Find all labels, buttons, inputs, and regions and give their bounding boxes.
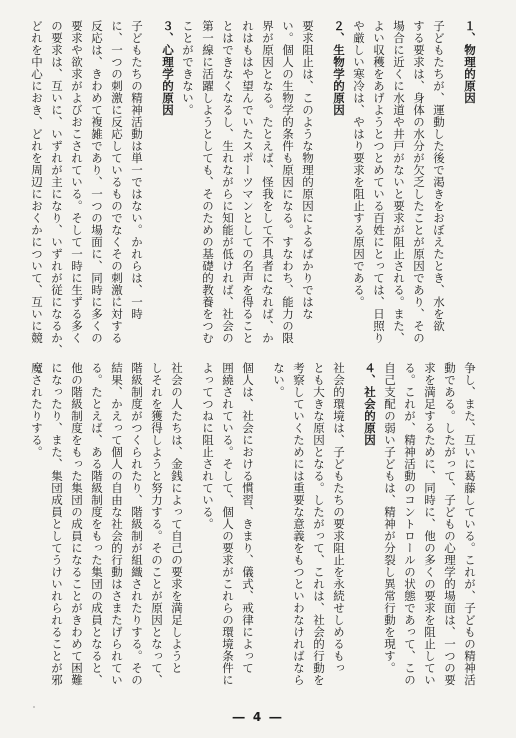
lower-text-block [27, 362, 480, 692]
text-line: 要求阻止は、このような物理的原因によるばかりではな [301, 20, 315, 320]
text-line: 魔されたりする。 [30, 362, 44, 458]
text-line: る。これが、精神活動のコントロールの状態であって、この [403, 362, 417, 686]
text-line: 場合に近くに水道や井戸がないと要求が阻止される。また、 [392, 20, 406, 344]
text-line: に、一つの刺激に反応しているものでなくその刺激に対する [110, 20, 124, 344]
text-line: 求を満足するために、同時に、他の多くの要求を阻止してい [423, 362, 437, 686]
text-line: れはもはや望んでいたスポーツマンとしての名声を得ること [241, 20, 255, 344]
section-heading: １、物理的原因 [463, 20, 477, 104]
text-line: 考察していくためには重要な意義をもつといわなければなら [292, 362, 306, 686]
text-line: い。個人の生物学的条件も原因になる。すなわち、能力の限 [281, 20, 295, 344]
section-heading: ４、社会的原因 [363, 362, 377, 446]
text-line: 囲繞されている。そして、個人の要求がこれらの環境条件に [221, 362, 235, 686]
text-line: 自己支配の弱い子どもは、精神が分裂し異常行動を現す。 [383, 362, 397, 674]
text-line: よい収穫をあげようとつとめている百姓にとっては、日照り [372, 20, 386, 344]
upper-text-block [27, 20, 480, 355]
text-line: 社会の人たちは、金銭によって自己の要求を満足しようと [170, 362, 184, 674]
text-line: 子どもたちが、運動した後で渇きをおぼえたとき、水を欲 [432, 20, 446, 332]
text-line: る。たとえば、ある階級制度をもった集団の成員となると、 [90, 362, 104, 686]
text-line: 争し、また、互いに葛藤している。これが、子どもの精神活 [463, 362, 477, 686]
text-line: や厳しい寒冷は、やはり要求を阻止する原因である。 [352, 20, 366, 308]
text-line: とも大きな原因となる。したがって、これは、社会的行動を [312, 362, 326, 686]
scan-speck [33, 706, 35, 708]
page-number: ― 4 ― [232, 710, 284, 724]
text-line: 階級制度がつくられたり、階級制が組織されたりする。その [130, 362, 144, 686]
text-line: しそれを獲得しようと努力する。そのことが原因となって、 [150, 362, 164, 686]
text-line: 界が原因となる。たとえば、怪我をして不具者になれば、か [261, 20, 275, 344]
text-line: 子どもたちの精神活動は単一ではない。かれらは、一時 [130, 20, 144, 320]
text-line: 個人は、社会における慣習、きまり、儀式、戒律によって [241, 362, 255, 674]
text-line: ない。 [272, 362, 286, 398]
text-line: どれを中心におき、どれを周辺におくかについて、互いに競 [30, 20, 44, 344]
text-line: よってつねに阻止されている。 [201, 362, 215, 530]
text-line: する要求は、身体の水分が欠乏したことが原因であり、その [412, 20, 426, 344]
text-line: になったり、また、集団成員としてうけいれられることが邪 [50, 362, 64, 686]
text-line: とはできなくなるし、生れながらに知能が低ければ、社会の [221, 20, 235, 344]
text-line: ことができない。 [181, 20, 195, 116]
section-heading: ３、心理学的原因 [161, 20, 175, 116]
section-heading: ２、生物学的原因 [332, 20, 346, 116]
text-line: 第一線に活躍しようとしても、そのための基礎的教養をつむ [201, 20, 215, 344]
text-line: 社会的環境は、子どもたちの要求阻止を永続せしめるもっ [332, 362, 346, 674]
text-line: 他の階級制度をもった集団の成員になることがきわめて困難 [70, 362, 84, 686]
text-line: の要求は、互いに、いずれが主になり、いずれが従になるか、 [50, 20, 64, 356]
text-line: 要求や欲求がよびおこされている。そして一時に生ずる多く [70, 20, 84, 344]
text-line: 動である。したがって、子どもの心理学的場面は、一つの要 [443, 362, 457, 686]
text-line: 反応は、きわめて複雑であり、一つの場面に、同時に多くの [90, 20, 104, 344]
text-line: 結果、かえって個人の自由な社会的行動はさまたげられてい [110, 362, 124, 686]
